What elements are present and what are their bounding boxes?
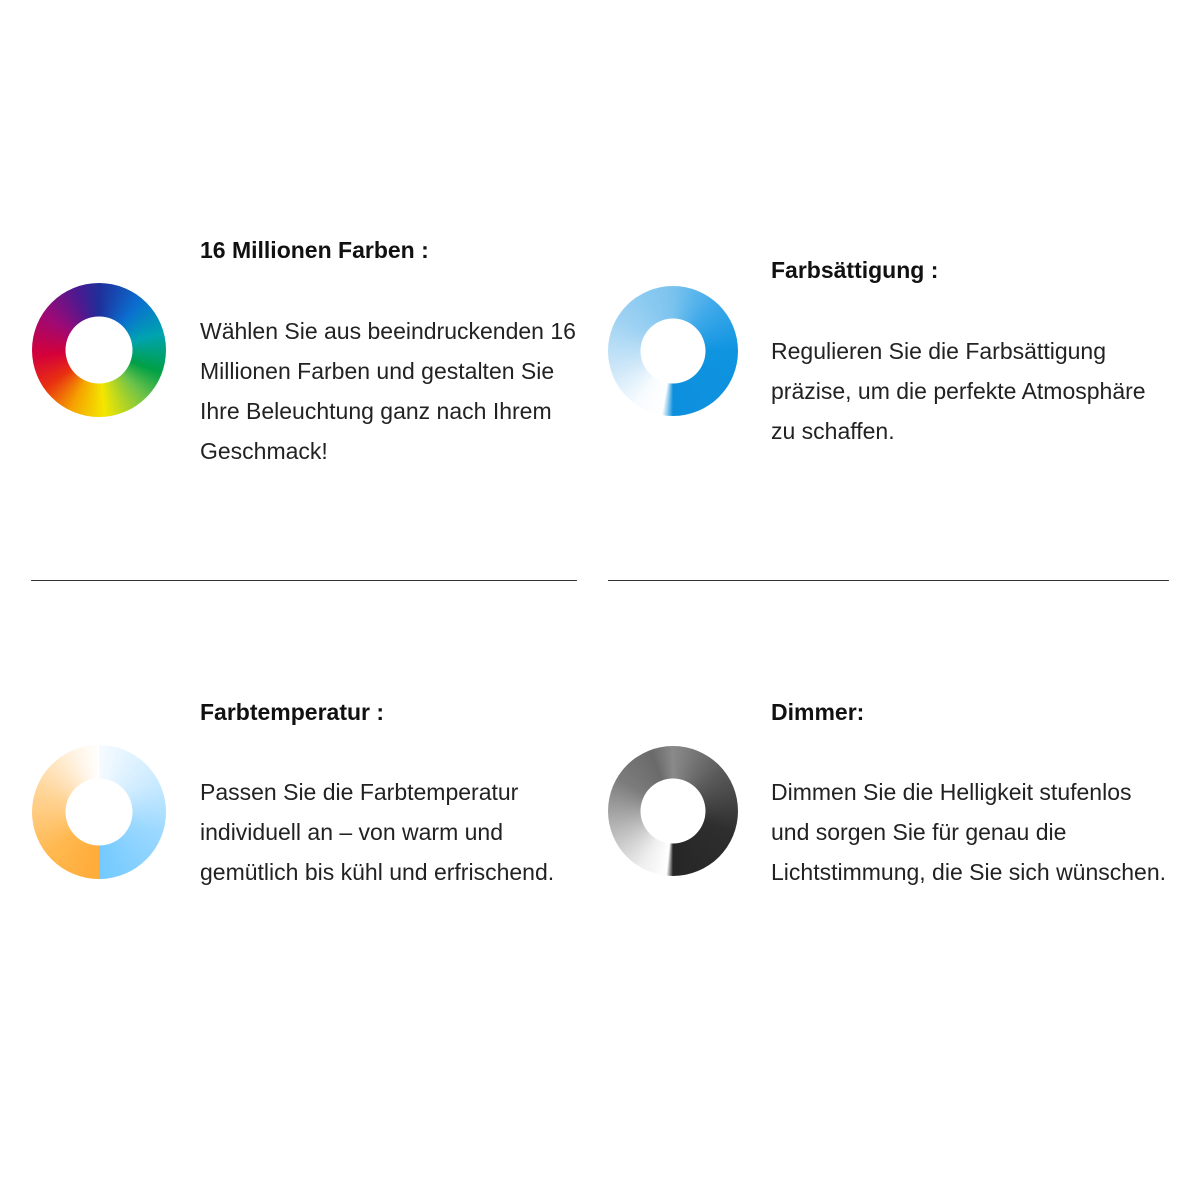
rainbow-color-ring-icon: [32, 283, 166, 417]
feature-description: Dimmen Sie die Helligkeit stufenlos und sorgen Sie für genau die Lichtstimmung, die Sie sich wünschen.: [771, 779, 1167, 885]
divider-right: [608, 580, 1169, 581]
divider-left: [31, 580, 577, 581]
feature-title: Dimmer:: [771, 699, 865, 725]
feature-title: Farbsättigung :: [771, 257, 939, 283]
blue-saturation-ring-icon: [608, 286, 738, 416]
feature-description: Passen Sie die Farbtemperatur individuell an – von warm und gemütlich bis kühl und erfrischend.: [200, 779, 555, 885]
feature-title: Farbtemperatur :: [200, 699, 385, 725]
feature-description: Wählen Sie aus beeindruckenden 16 Millionen Farben und gestalten Sie Ihre Beleuchtung ganz nach Ihrem Geschmack!: [200, 318, 576, 464]
feature-description: Regulieren Sie die Farbsättigung präzise, um die perfekte Atmosphäre zu schaffen.: [771, 338, 1146, 444]
warm-cool-temperature-ring-icon: [32, 745, 166, 879]
grayscale-dimmer-ring-icon: [608, 746, 738, 876]
feature-title: 16 Millionen Farben :: [200, 237, 429, 263]
